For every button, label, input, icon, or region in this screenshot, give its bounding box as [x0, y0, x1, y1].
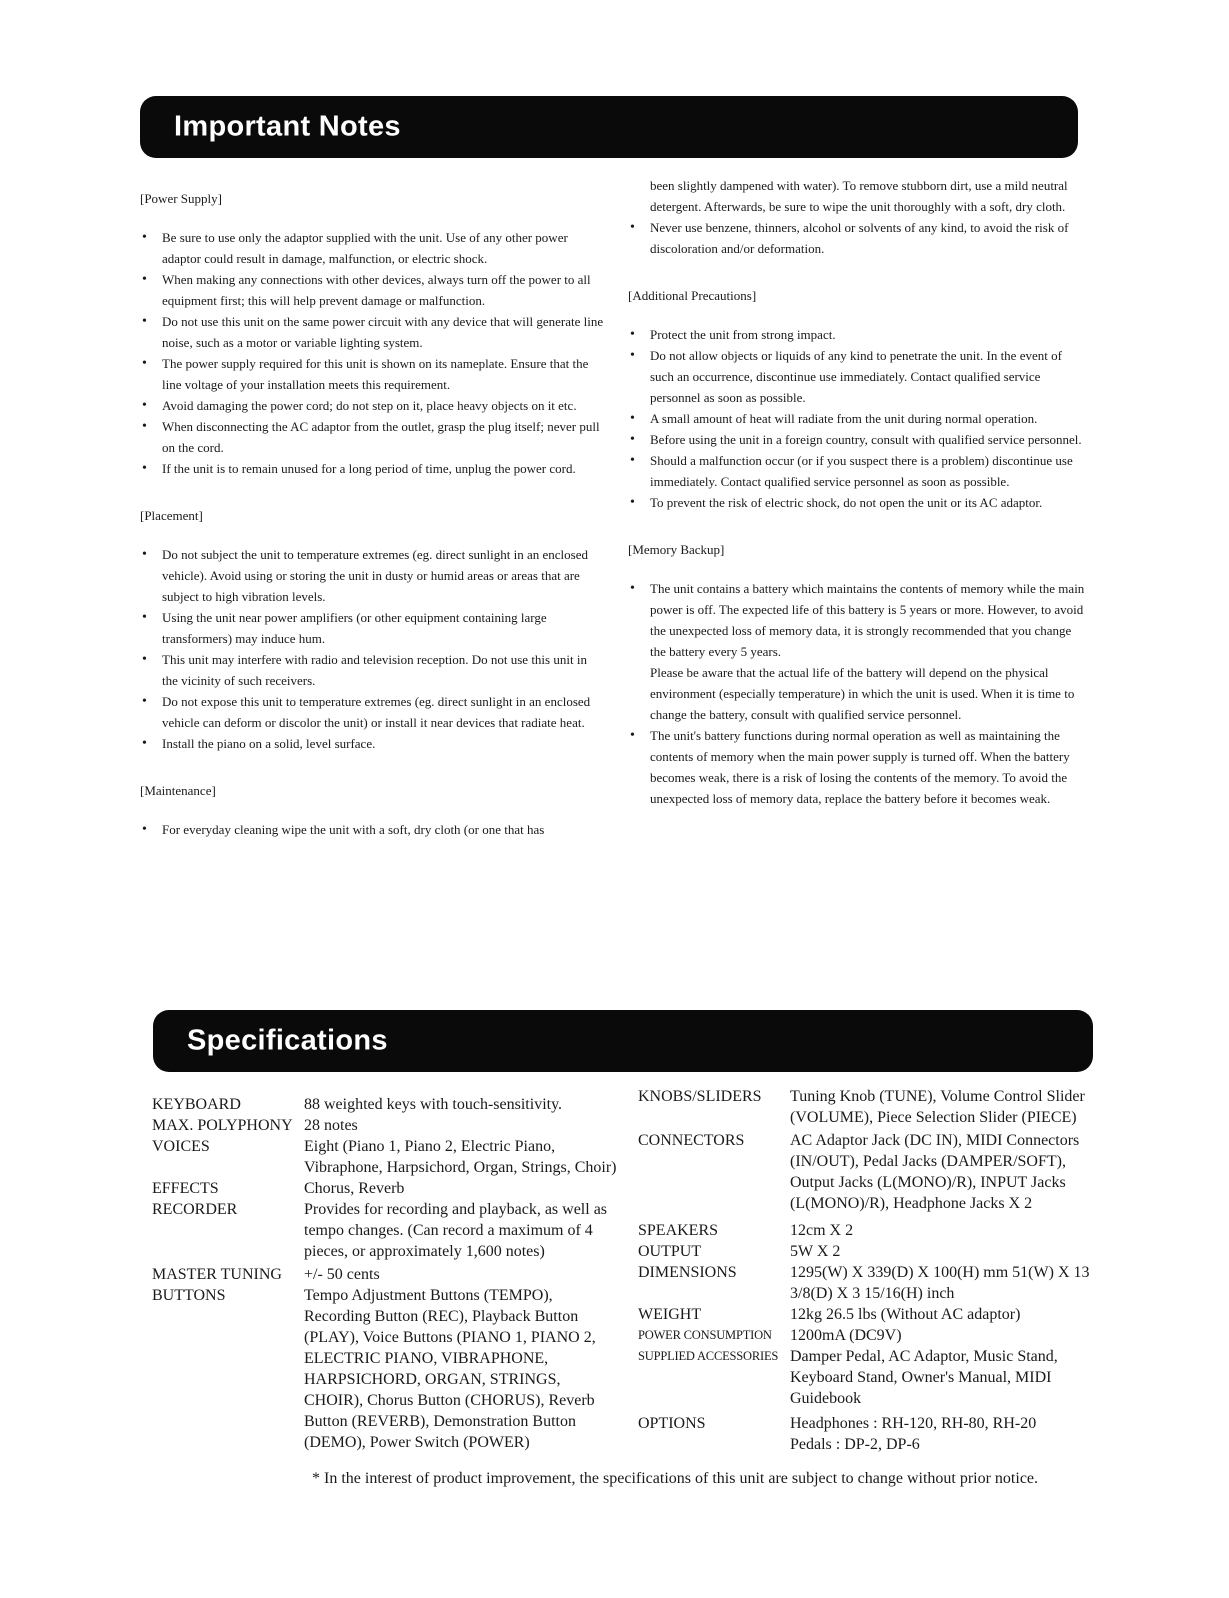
- list-item: • The unit's battery functions during normal operation as well as maintaining the contents of memory when the main power supply is turned off. When the battery becomes weak, there is a risk of losing the contents of the memory. To avoid the unexpected loss of memory data, replace the battery before it becomes weak.: [650, 725, 1086, 809]
- spec-label: POWER CONSUMPTION: [638, 1328, 772, 1342]
- list-item: • When making any connections with other devices, always turn off the power to all equipment first; this will help prevent damage or malfunction.: [162, 269, 606, 311]
- list-item: • Using the unit near power amplifiers (or other equipment containing large transformers) may induce hum.: [162, 607, 606, 649]
- list-item: • If the unit is to remain unused for a long period of time, unplug the power cord.: [162, 458, 606, 479]
- list-item: • Do not expose this unit to temperature extremes (eg. direct sunlight in an enclosed vehicle can deform or discolor the unit) or install it near devices that radiate heat.: [162, 691, 606, 733]
- specifications-title: Specifications: [187, 1024, 388, 1057]
- important-notes-title: Important Notes: [174, 110, 401, 143]
- list-item: • This unit may interfere with radio and television reception. Do not use this unit in the vicinity of such receivers.: [162, 649, 606, 691]
- spec-label: KNOBS/SLIDERS: [638, 1088, 762, 1105]
- spec-label: WEIGHT: [638, 1306, 702, 1323]
- spec-label: KEYBOARD: [152, 1096, 241, 1113]
- spec-row-options: [638, 1413, 1098, 1455]
- specs-right-column: [638, 1086, 1098, 1455]
- spec-row-weight: [638, 1304, 1098, 1325]
- spec-value: Eight (Piano 1, Piano 2, Electric Piano, Vibraphone, Harpsichord, Organ, Strings, Choir): [304, 1138, 617, 1176]
- spec-row-connectors: [638, 1130, 1098, 1214]
- power-supply-list: [140, 227, 606, 479]
- list-item: • Do not use this unit on the same power circuit with any device that will generate line noise, such as a motor or variable lighting system.: [162, 311, 606, 353]
- spec-label: VOICES: [152, 1138, 210, 1155]
- spec-value: 1200mA (DC9V): [790, 1327, 902, 1344]
- maintenance-list-start: [140, 819, 606, 840]
- spec-value: 28 notes: [304, 1117, 358, 1134]
- spec-label: OUTPUT: [638, 1243, 702, 1260]
- list-item: • Avoid damaging the power cord; do not step on it, place heavy objects on it etc.: [162, 395, 606, 416]
- spec-label: MASTER TUNING: [152, 1266, 282, 1283]
- important-notes-banner: [140, 96, 1078, 158]
- spec-value: AC Adaptor Jack (DC IN), MIDI Connectors (IN/OUT), Pedal Jacks (DAMPER/SOFT), Output Jacks (L(MONO)/R), INPUT Jacks (L(MONO)/R), Headphone Jacks X 2: [790, 1132, 1080, 1212]
- spec-row-polyphony: [152, 1115, 622, 1136]
- additional-precautions-heading: [Additional Precautions]: [628, 288, 757, 303]
- memory-backup-list: [628, 578, 1086, 809]
- spec-value: Damper Pedal, AC Adaptor, Music Stand, Keyboard Stand, Owner's Manual, MIDI Guidebook: [790, 1348, 1058, 1407]
- list-item: • Be sure to use only the adaptor supplied with the unit. Use of any other power adaptor could result in damage, malfunction, or electric shock.: [162, 227, 606, 269]
- list-item: • Before using the unit in a foreign country, consult with qualified service personnel.: [650, 429, 1086, 450]
- memory-backup-heading: [Memory Backup]: [628, 542, 725, 557]
- spec-value: 12cm X 2: [790, 1222, 854, 1239]
- placement-heading: [Placement]: [140, 508, 203, 523]
- spec-label: EFFECTS: [152, 1180, 219, 1197]
- options-headphones: Headphones : RH-120, RH-80, RH-20: [790, 1415, 1037, 1432]
- list-item: • Do not allow objects or liquids of any kind to penetrate the unit. In the event of such an occurrence, discontinue use immediately. Contact qualified service personnel as soon as possible.: [650, 345, 1086, 408]
- spec-label: RECORDER: [152, 1201, 238, 1218]
- spec-label: OPTIONS: [638, 1415, 706, 1432]
- spec-value: +/- 50 cents: [304, 1266, 380, 1283]
- specifications-banner: [153, 1010, 1093, 1072]
- spec-row-power-consumption: [638, 1325, 1098, 1346]
- spec-label: CONNECTORS: [638, 1132, 745, 1149]
- specs-left-column: [152, 1094, 622, 1453]
- spec-row-voices: [152, 1136, 622, 1178]
- spec-value: Chorus, Reverb: [304, 1180, 405, 1197]
- spec-label: SUPPLIED ACCESSORIES: [638, 1349, 779, 1363]
- options-pedals: Pedals : DP-2, DP-6: [790, 1436, 920, 1453]
- spec-label: SPEAKERS: [638, 1222, 719, 1239]
- list-item: • A small amount of heat will radiate from the unit during normal operation.: [650, 408, 1086, 429]
- list-item: • Never use benzene, thinners, alcohol or solvents of any kind, to avoid the risk of discoloration and/or deformation.: [650, 217, 1086, 259]
- spec-value: [790, 1413, 1098, 1455]
- spec-label: BUTTONS: [152, 1287, 226, 1304]
- spec-value: 1295(W) X 339(D) X 100(H) mm 51(W) X 13 3/8(D) X 3 15/16(H) inch: [790, 1264, 1090, 1302]
- spec-row-supplied-accessories: [638, 1346, 1098, 1409]
- spec-row-keyboard: [152, 1094, 622, 1115]
- maintenance-heading: [Maintenance]: [140, 783, 216, 798]
- list-item: • Install the piano on a solid, level surface.: [162, 733, 606, 754]
- spec-label: DIMENSIONS: [638, 1264, 737, 1281]
- spec-row-dimensions: [638, 1262, 1098, 1304]
- spec-row-effects: [152, 1178, 622, 1199]
- spec-row-knobs-sliders: [638, 1086, 1098, 1128]
- spec-value: 12kg 26.5 lbs (Without AC adaptor): [790, 1306, 1021, 1323]
- list-item: • When disconnecting the AC adaptor from the outlet, grasp the plug itself; never pull on the cord.: [162, 416, 606, 458]
- list-item: • For everyday cleaning wipe the unit with a soft, dry cloth (or one that has: [162, 819, 606, 840]
- list-item: • The power supply required for this unit is shown on its nameplate. Ensure that the line voltage of your installation meets this requirement.: [162, 353, 606, 395]
- list-item: • To prevent the risk of electric shock, do not open the unit or its AC adaptor.: [650, 492, 1086, 513]
- spec-row-output: [638, 1241, 1098, 1262]
- spec-row-speakers: [638, 1220, 1098, 1241]
- spec-value: 5W X 2: [790, 1243, 841, 1260]
- spec-value: Tuning Knob (TUNE), Volume Control Slider (VOLUME), Piece Selection Slider (PIECE): [790, 1088, 1085, 1126]
- list-item: • Do not subject the unit to temperature extremes (eg. direct sunlight in an enclosed vehicle). Avoid using or storing the unit in dusty or humid areas or areas that are subject to high vibration levels.: [162, 544, 606, 607]
- power-supply-heading: [Power Supply]: [140, 191, 222, 206]
- placement-list: [140, 544, 606, 754]
- memory-backup-text: The unit contains a battery which maintains the contents of memory while the main power is off. The expected life of this battery is 5 years or more. However, to avoid the unexpected loss of memory data, it is strongly recommended that you change the battery every 5 years.: [650, 581, 1085, 659]
- spec-row-buttons: [152, 1285, 622, 1453]
- list-item: [650, 578, 1086, 725]
- spec-value: Provides for recording and playback, as well as tempo changes. (Can record a maximum of 4 pieces, or approximately 1,600 notes): [304, 1201, 608, 1260]
- additional-precautions-list: [628, 324, 1086, 513]
- list-item: • Should a malfunction occur (or if you suspect there is a problem) discontinue use immediately. Contact qualified service personnel as soon as possible.: [650, 450, 1086, 492]
- spec-row-master-tuning: [152, 1264, 622, 1285]
- spec-row-recorder: [152, 1199, 622, 1262]
- notes-right-column: [628, 175, 1086, 835]
- notes-left-column: [140, 188, 606, 840]
- spec-label: MAX. POLYPHONY: [152, 1117, 293, 1134]
- spec-value: 88 weighted keys with touch-sensitivity.: [304, 1096, 563, 1113]
- maintenance-continued: been slightly dampened with water). To remove stubborn dirt, use a mild neutral detergent. Afterwards, be sure to wipe the unit thoroughly with a soft, dry cloth.: [650, 178, 1068, 214]
- maintenance-list: [628, 217, 1086, 259]
- memory-backup-note: Please be aware that the actual life of the battery will depend on the physical environment (especially temperature) in which the unit is used. When it is time to change the battery, consult with qualified service personnel.: [650, 665, 1075, 722]
- spec-value: Tempo Adjustment Buttons (TEMPO), Recording Button (REC), Playback Button (PLAY), Voice Buttons (PIANO 1, PIANO 2, ELECTRIC PIANO, VIBRAPHONE, HARPSICHORD, ORGAN, STRINGS, CHOIR), Chorus Button (CHORUS), Reverb Button (REVERB), Demonstration Button (DEMO), Power Switch (POWER): [304, 1287, 596, 1451]
- specifications-footnote: * In the interest of product improvement, the specifications of this unit are subject to change without prior notice.: [312, 1470, 1039, 1487]
- list-item: • Protect the unit from strong impact.: [650, 324, 1086, 345]
